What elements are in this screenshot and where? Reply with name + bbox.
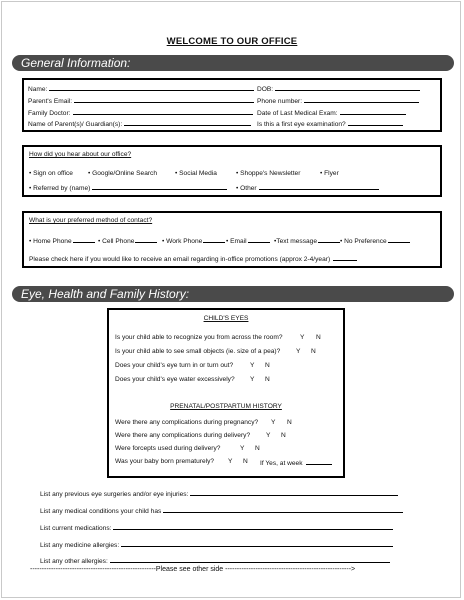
- dob-field[interactable]: [257, 84, 420, 94]
- option-no-preference[interactable]: [340, 236, 410, 246]
- option-email[interactable]: [226, 236, 270, 246]
- parents-email-label: Parent's Email:: [28, 98, 73, 105]
- prenatal-q1: Were there any complications during pregnancy?: [115, 419, 259, 426]
- option-google-search[interactable]: • Google/Online Search: [88, 170, 158, 177]
- promotions-label: Please check here if you would like to receive an email regarding in-office promotions (approx 2-4/year): [29, 256, 331, 263]
- option-flyer[interactable]: • Flyer: [320, 170, 339, 177]
- family-doctor-label: Family Doctor:: [28, 110, 71, 117]
- p4-yes[interactable]: Y: [228, 458, 233, 465]
- q3-yes[interactable]: Y: [250, 362, 255, 369]
- first-eye-exam-label: Is this a first eye examination?: [257, 121, 346, 128]
- prenatal-q2: Were there any complications during delivery?: [115, 432, 251, 439]
- q4-no[interactable]: N: [265, 376, 270, 383]
- current-medications-field[interactable]: [40, 523, 393, 533]
- phone-number-field[interactable]: [257, 96, 419, 106]
- q2-yes[interactable]: Y: [296, 348, 301, 355]
- current-medications-label: List current medications:: [40, 525, 112, 532]
- option-sign-on-office[interactable]: • Sign on office: [29, 170, 73, 177]
- contact-question: What is your preferred method of contact?: [29, 217, 153, 224]
- medical-conditions-label: List any medical conditions your child has: [40, 508, 162, 515]
- dob-label: DOB:: [257, 86, 274, 93]
- q2-no[interactable]: N: [311, 348, 316, 355]
- option-text-message[interactable]: [274, 236, 340, 246]
- option-social-media[interactable]: • Social Media: [175, 170, 217, 177]
- other-field[interactable]: [236, 183, 379, 193]
- option-work-phone[interactable]: [162, 236, 225, 246]
- last-medical-exam-label: Date of Last Medical Exam:: [257, 110, 338, 117]
- q1-no[interactable]: N: [316, 334, 321, 341]
- p4-no[interactable]: N: [243, 458, 248, 465]
- text-message-label: •Text message: [274, 238, 317, 245]
- q1-yes[interactable]: Y: [300, 334, 305, 341]
- p1-yes[interactable]: Y: [271, 419, 276, 426]
- premature-week-field[interactable]: [260, 458, 332, 468]
- p2-no[interactable]: N: [281, 432, 286, 439]
- home-phone-label: • Home Phone: [29, 238, 72, 245]
- name-field[interactable]: [28, 84, 254, 94]
- eye-health-banner: Eye, Health and Family History:: [12, 286, 454, 302]
- guardian-field[interactable]: [28, 119, 251, 129]
- p1-no[interactable]: N: [287, 419, 292, 426]
- q4-yes[interactable]: Y: [250, 376, 255, 383]
- prenatal-heading: PRENATAL/POSTPARTUM HISTORY: [170, 403, 282, 410]
- eye-surgeries-label: List any previous eye surgeries and/or eye injuries:: [40, 491, 189, 498]
- childs-eyes-heading: CHILD'S EYES: [203, 315, 249, 322]
- family-doctor-field[interactable]: [28, 108, 253, 118]
- referred-by-label: • Referred by (name): [29, 185, 91, 192]
- prenatal-q3: Were forcepts used during delivery?: [115, 445, 221, 452]
- general-information-banner: General Information:: [12, 55, 454, 71]
- parents-email-field[interactable]: [28, 96, 254, 106]
- option-home-phone[interactable]: [29, 236, 95, 246]
- medical-conditions-field[interactable]: [40, 506, 403, 516]
- referred-by-field[interactable]: [29, 183, 227, 193]
- childs-eyes-q2: Is your child able to see small objects (ie. size of a pea)?: [115, 348, 281, 355]
- page-title: WELCOME TO OUR OFFICE: [166, 36, 298, 47]
- referral-question: How did you hear about our office?: [29, 151, 132, 158]
- option-shoppes-newsletter[interactable]: • Shoppe's Newsletter: [236, 170, 301, 177]
- eye-surgeries-field[interactable]: [40, 489, 398, 499]
- p3-no[interactable]: N: [255, 445, 260, 452]
- see-other-side-footer: ------------------------------------------------------Please see other side ------------------------------------------------------>: [30, 566, 356, 573]
- first-eye-exam-field[interactable]: [257, 119, 403, 129]
- other-label: • Other: [236, 185, 257, 192]
- no-preference-label: • No Preference: [340, 238, 387, 245]
- other-allergies-label: List any other allergies:: [40, 558, 108, 565]
- email-label: • Email: [226, 238, 247, 245]
- p2-yes[interactable]: Y: [266, 432, 271, 439]
- work-phone-label: • Work Phone: [162, 238, 203, 245]
- childs-eyes-q1: Is your child able to recognize you from across the room?: [115, 334, 283, 341]
- childs-eyes-q3: Does your child's eye turn in or turn out?: [115, 362, 234, 369]
- last-medical-exam-field[interactable]: [257, 108, 406, 118]
- cell-phone-label: • Cell Phone: [98, 238, 135, 245]
- medicine-allergies-label: List any medicine allergies:: [40, 542, 120, 549]
- p3-yes[interactable]: Y: [240, 445, 245, 452]
- option-cell-phone[interactable]: [98, 236, 157, 246]
- premature-week-label: If Yes, at week: [260, 460, 303, 467]
- medicine-allergies-field[interactable]: [40, 540, 393, 550]
- prenatal-q4: Was your baby born prematurely?: [115, 458, 215, 465]
- guardian-label: Name of Parent(s)/ Guardian(s):: [28, 121, 123, 128]
- q3-no[interactable]: N: [265, 362, 270, 369]
- other-allergies-field[interactable]: [40, 556, 390, 566]
- name-label: Name:: [28, 86, 48, 93]
- childs-eyes-q4: Does your child's eye water excessively?: [115, 376, 235, 383]
- promotions-email-optin[interactable]: [29, 254, 357, 264]
- phone-number-label: Phone number:: [257, 98, 303, 105]
